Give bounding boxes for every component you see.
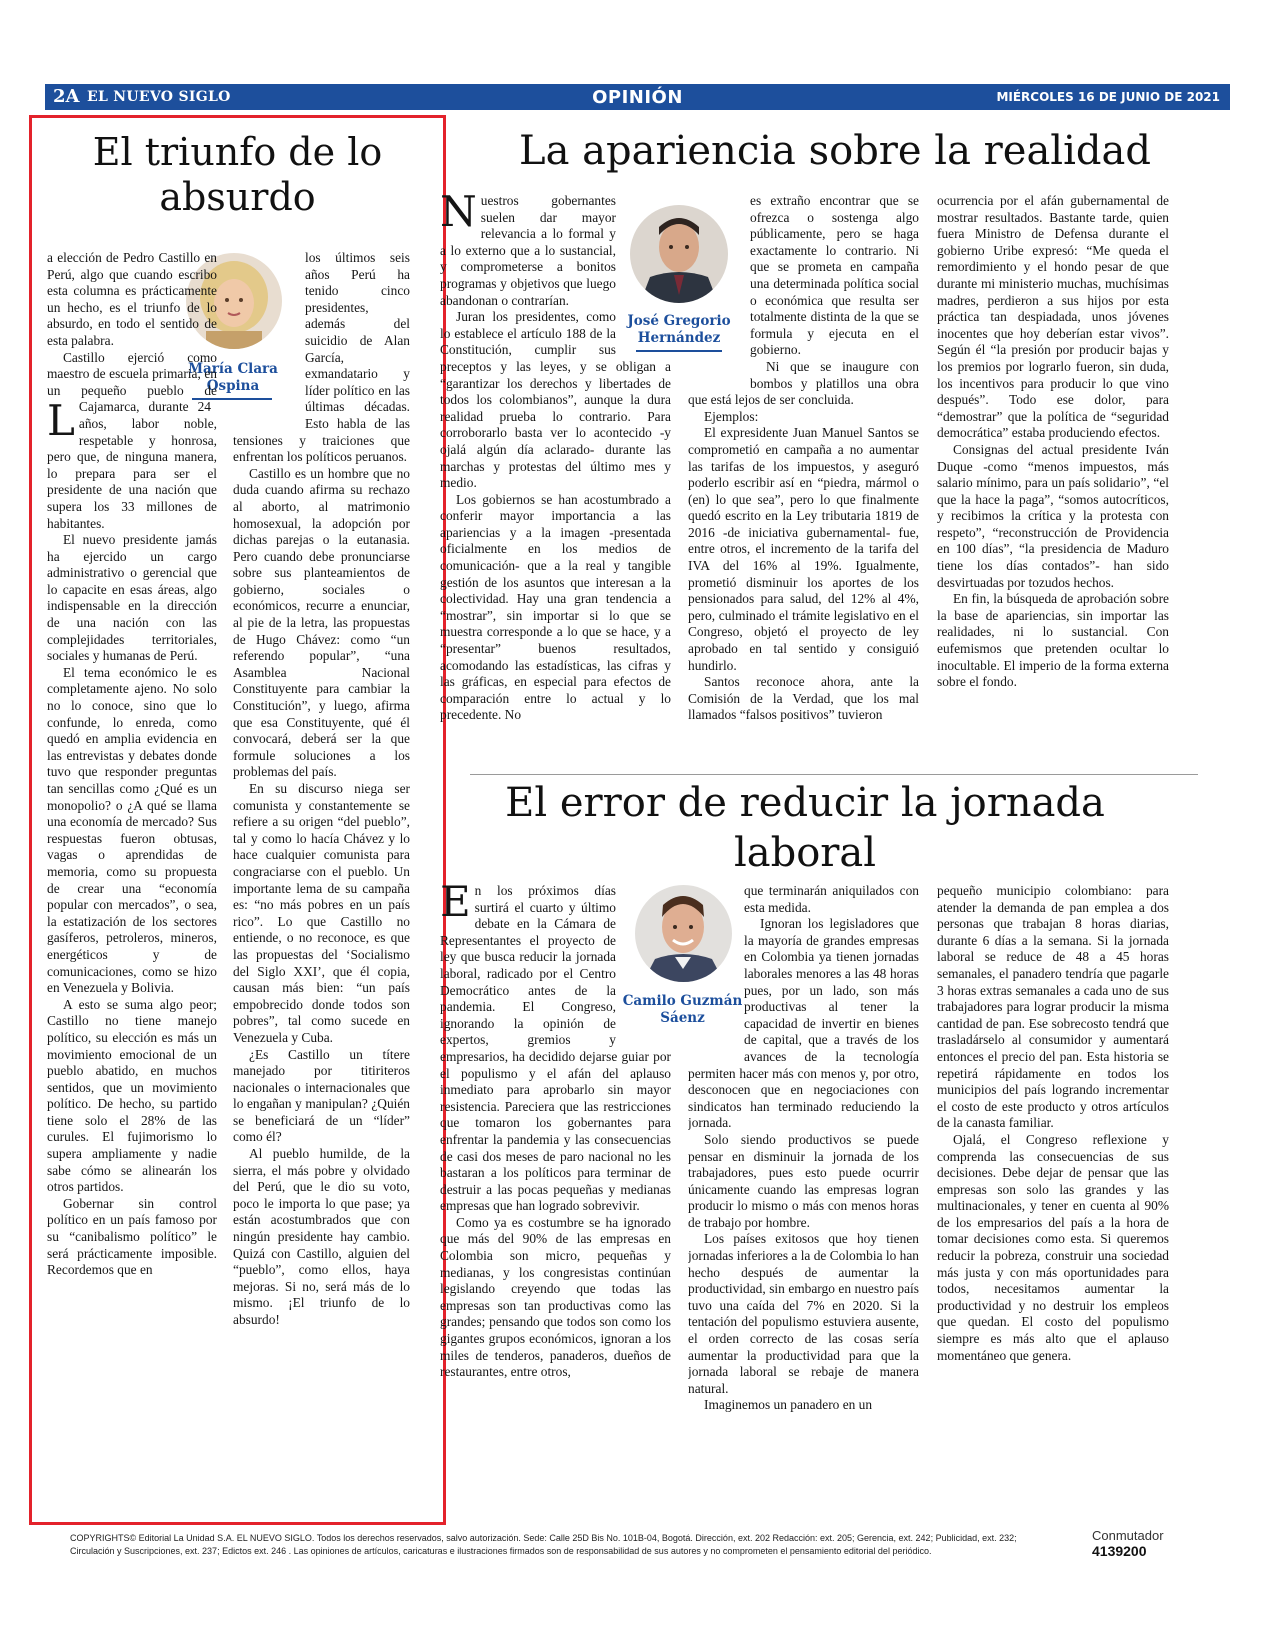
footer-copyright <box>70 1532 1070 1558</box>
switchboard-number: 4139200 <box>1092 1543 1147 1559</box>
article1-column2: los últimos seis años Perú ha tenido cinco presidentes, además del suicidio de Alan García, exmandatario y líder político en las últimas décadas. Esto habla de las tensiones y traiciones que enfrentan los políticos peruanos. Castillo es un hombre que no duda cuando afirma su rechazo al aborto, al matrimonio homosexual, la adopción por dichas parejas o la eutanasia. Pero cuando debe pronunciarse sobre sus planteamientos de gobierno, sociales o económicos, recurre a enunciar, al pie de la letra, las propuestas de Hugo Chávez: como “un referendo popular”, “una Asamblea Nacional Constituyente para cambiar la Constitución”, y luego, afirma que esa Constituyente, qué él convocará, deberá ser la que formule soluciones a los problemas del país. En su discurso niega ser comunista y constantemente se refiere a su origen “del pueblo”, tal y como lo hacía Chávez y lo hace cualquier comunista para congraciarse con el pueblo. Un importante lema de su campaña es: “no más pobres en un país rico”. Lo que Castillo no entiende, o no reconoce, es que las propuestas del ‘Socialismo del Siglo XXI’, que él copia, causan más bien: “un país empobrecido donde todos son pobres”, tal como sucede en Venezuela y Cuba. ¿Es Castillo un títere manejado por titiriteros nacionales o internacionales que lo engañan y manipulan? ¿Quién se beneficiará de un “líder” como él? Al pueblo humilde, de la sierra, el más pobre y olvidado del Perú, que le dio su voto, poco le importa lo que pase; ya están acostumbrados que con ningún presidente hay cambio. Quizá con Castillo, alguien del “pueblo”, como ellos, haya mejoras. Si no, será más de lo mismo. ¡El triunfo de lo absurdo! <box>233 250 410 1327</box>
footer-line-1: COPYRIGHTS© Editorial La Unidad S.A. EL NUEVO SIGLO. Todos los derechos reservados, salvo autorización. Sede: Calle 25D Bis No. 101B-04, Bogotá. Dirección, ext. 202 Redacción: ext. 205; Gerencia, ext. 242; Publicidad, ext. 232; <box>70 1533 1017 1543</box>
article2-column2: es extraño encontrar que se ofrezca o sostenga algo públicamente, pero se haga exactamente lo contrario. Ni que se prometa en campaña una determinada política social o económica que resulta ser totalmente distinta de la que se formula y ejecuta en el gobierno. Ni que se inaugure con bombos y platillos una obra que está lejos de ser concluida. Ejemplos: El expresidente Juan Manuel Santos se comprometió en campaña a no aumentar las tarifas de los impuestos, y aseguró poderlo escribir así en “piedra, mármol o (en) lo que sea”, pero lo que finalmente quedó escrito en la Ley tributaria 1819 de 2016 -de iniciativa gubernamental- fue, entre otros, el incremento de la tarifa del IVA del 16% al 19%. Igualmente, prometió disminuir los aportes de los pensionados para salud, del 12% al 4%, pero, culminado el trámite legislativo en el Congreso, objetó el proyecto de ley aprobado en tal sentido y consiguió hundirlo. Santos reconoce ahora, ante la Comisión de la Verdad, que los mal llamados “falsos positivos” tuvieron <box>688 193 919 723</box>
dropcap-n: N <box>440 193 477 236</box>
author3-name: Camilo Guzmán Sáenz <box>622 993 743 1026</box>
article1-title: El triunfo de lo absurdo <box>92 130 383 219</box>
header-bar <box>45 84 1230 110</box>
article3-column1: En los próximos días surtirá el cuarto y último debate en la Cámara de Representantes el proyecto de ley que busca reducir la jornada laboral, radicado por el Centro Democrático antes de la pandemia. El Congreso, ignorando la opinión de expertos, gremios y empresarios, ha decidido dejarse guiar por el populismo y el afán del aplauso inmediato para aprobarlo sin mayor resistencia. Pareciera que las restricciones que tomaron los gobernantes para enfrentar la pandemia y las consecuencias de casi dos meses de paro nacional no les bastaran a los políticos para terminar de destruir a las pocas pequeñas y medianas empresas que han logrado sobrevivir. Como ya es costumbre se ha ignorado que más del 90% de las empresas en Colombia son micro, pequeñas y medianas, y los congresistas continúan legislando creyendo que todas las empresas son tan productivas como las grandes; pensando que todos son como los gigantes grupos económicos, ignoran a los miles de tenderos, panaderos, dueños de restaurantes, entre otros, <box>440 883 671 1380</box>
publication-date: MIÉRCOLES 16 DE JUNIO DE 2021 <box>996 90 1220 104</box>
article2-column3: ocurrencia por el afán gubernamental de mostrar resultados. Bastante tarde, quien fuera Ministro de Defensa durante el gobierno Uribe expresó: “Me queda el remordimiento y el hondo pesar de que durante mi ministerio muchas, muchísimas madres, perdieron a sus hijos por esta práctica tan despiadada, unos jóvenes inocentes que hoy deberían estar vivos”. Según él “la presión por producir bajas y los premios por lograrlo fueron, sin duda, los incentivos para producir lo que vino después”. Todo ese dolor, para “demostrar” que la política de “seguridad democrática” estaba produciendo efectos. Consignas del actual presidente Iván Duque -como “menos impuestos, más salario mínimo, para un país solidario”, “el que la hace la paga”, “somos autocríticos, y recibimos la crítica y la protesta con respeto”, “reconstrucción de Providencia en 100 días”, “la presidencia de Maduro tiene los días contados”- han sido desvirtuadas por tozudos hechos. En fin, la búsqueda de aprobación sobre la base de apariencias, sin importar las realidades, ni lo sustancial. Con eufemismos que pretenden ocultar lo inocultable. El imperio de la forma externa sobre el fondo. <box>937 193 1169 690</box>
section-title: OPINIÓN <box>592 87 683 108</box>
article1-column1: L a elección de Pedro Castillo en Perú, algo que cuando escribo esta columna es prácticamente un hecho, es el triunfo de lo absurdo, en todo el sentido de esta palabra. Castillo ejerció como maestro de escuela primaria, en un pequeño pueblo de Cajamarca, durante 24 años, labor noble, respetable y honrosa, pero que, de ninguna manera, lo prepara para ser el presidente de una nación que supera los 33 millones de habitantes. El nuevo presidente jamás ha ejercido un cargo administrativo o gerencial que lo capacite en esas áreas, algo indispensable en la dirección de una nación con las complejidades territoriales, sociales y humanas de Perú. El tema económico le es completamente ajeno. No solo no lo conoce, sino que lo confunde, lo enreda, como quedó en amplia evidencia en las entrevistas y debates donde tuvo que responder preguntas tan sencillas como ¿Qué es un monopolio? o ¿A qué se llama una economía de mercado? Sus respuestas fueron obtusas, vagas o aprendidas de memoria, como su propuesta de crear una “economía popular con mercados”, o sea, la estatización de los sectores gasíferos, petroleros, mineros, energéticos y de comunicaciones, como se hizo en Venezuela y Bolivia. A esto se suma algo peor; Castillo no tiene manejo político, su elección es más un movimiento emocional de un pueblo abatido, en muchos sentidos, que un movimiento político. De hecho, su partido tiene solo el 28% de las curules. El fujimorismo lo supera ampliamente y nadie sabe cómo se alinearán los otros partidos. Gobernar sin control político en un país famoso por su “canibalismo político” le será prácticamente imposible. Recordemos que en <box>47 250 217 1278</box>
footer-line-2: Circulación y Suscripciones, ext. 237; Edictos ext. 246 . Las opiniones de artículos, caricaturas e ilustraciones firmados son de responsabilidad de sus autores y no comprometen el pensamiento editorial del periódico. <box>70 1546 932 1556</box>
article3-title: El error de reducir la jornada laboral <box>505 780 1105 876</box>
newspaper-name: EL NUEVO SIGLO <box>87 89 231 105</box>
author1-name: María Clara Ospina <box>188 361 278 394</box>
article3-column3: pequeño municipio colombiano: para atender la demanda de pan emplea a dos personas que trabajan 8 horas diarias, durante 6 días a la semana. Si la jornada laboral se reduce de 48 a 45 horas semanales, el panadero tendría que pagarle 3 horas extras semanales a cada uno de sus trabajadores para lograr producir la misma cantidad de pan. Ese sobrecosto tendrá que trasladárselo al consumidor y aumentará entonces el precio del pan. Esta historia se repetirá rápidamente en todos los municipios del país logrando incrementar el costo de este producto y otros artículos de la canasta familiar. Ojalá, el Congreso reflexione y comprenda las consecuencias de sus decisiones. Debe dejar de pensar que las empresas son solo las grandes y las multinacionales, y tener en cuenta al 90% de los empresarios del país a la hora de tomar decisiones como esta. Si queremos reducir la pobreza, construir una sociedad más justa y con más oportunidades para todos, necesitamos aumentar la productividad y no destruir los empleos que quedan. El costo del populismo siempre es más alto que el aplauso momentáneo que genera. <box>937 883 1169 1363</box>
article3-column2: que terminarán aniquilados con esta medida. Ignoran los legisladores que la mayoría de grandes empresas en Colombia ya tienen jornadas laborales menores a las 48 horas pues, por un lado, son más productivas al tener la capacidad de invertir en bienes de capital, que a través de los avances de la tecnología permiten hacer más con menos y, por otro, desconocen que en negociaciones con sindicatos han terminado reduciendo la jornada. Solo siendo productivos se puede pensar en disminuir la jornada de los trabajadores, pues esto puede ocurrir únicamente cuando las empresas logran producir lo mismo o más con menos horas de trabajo por hombre. Los países exitosos que hoy tienen jornadas inferiores a la de Colombia lo han hecho después de aumentar la productividad, sin embargo en nuestro país tuvo una caída del 7% en 2020. Si la tentación del populismo estuviera ausente, el orden correcto de las cosas sería aumentar la productividad para que la jornada laboral se rebaje de manera natural. Imaginemos un panadero en un <box>688 883 919 1413</box>
switchboard-label: Conmutador <box>1092 1528 1164 1543</box>
article2-title: La apariencia sobre la realidad <box>519 128 1151 174</box>
author2-name: José Gregorio Hernández <box>627 313 731 346</box>
article-divider <box>470 774 1198 775</box>
dropcap-l: L <box>47 396 75 445</box>
dropcap-e: E <box>440 883 471 926</box>
article2-column1: Nuestros gobernantes suelen dar mayor relevancia a lo formal y a lo externo que a lo sustancial, y comprometerse a bonitos programas y objetivos que luego abandonan o contrarían. Juran los presidentes, como lo establece el artículo 188 de la Constitución, cumplir sus preceptos y las leyes, y se obligan a “garantizar los derechos y libertades de todos los colombianos”, aunque la dura realidad prueba lo contrario. Para corroborarlo basta ver lo acontecido -y ojalá algún día aclarado- durante las marchas y protestas del último mes y medio. Los gobiernos se han acostumbrado a conferir mayor importancia a las apariencias y a la imagen -presentada oficialmente en los medios de comunicación- que a la real y tangible gestión de los asuntos que interesan a la colectividad. Hay una gran tendencia a “mostrar”, sin importar si lo que se muestra corresponde a lo que se hace, y a “presentar” buenos resultados, acomodando las estadísticas, las cifras y las gráficas, en especial para efectos de comparación entre lo actual y lo precedente. No <box>440 193 671 723</box>
page-number: 2A <box>53 86 80 107</box>
